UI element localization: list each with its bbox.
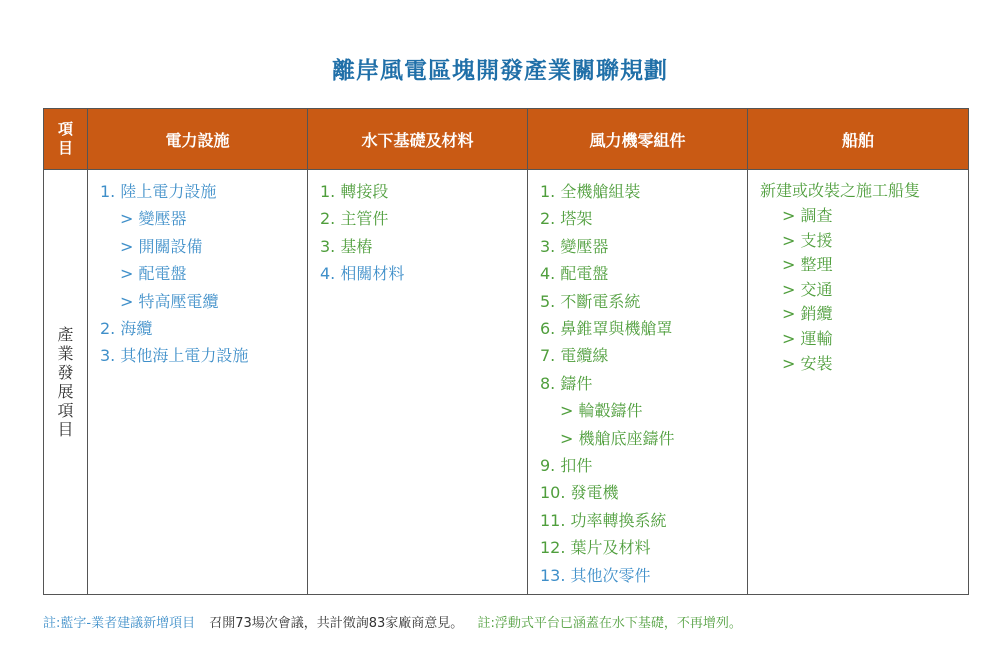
footnote-meeting-text: 召開73場次會議，共計徵詢83家廠商意見。: [209, 616, 464, 631]
row-label-cell: [44, 170, 88, 595]
page-title: 離岸風電區塊開發產業關聯規劃: [332, 58, 668, 84]
list-item: > 特高壓電纜: [120, 291, 219, 311]
footnote-blue-text: 註:藍字-業者建議新增項目: [43, 616, 196, 631]
list-item: > 交通: [782, 279, 833, 299]
list-item: 2. 海纜: [100, 319, 153, 339]
list-item: 6. 鼻錐罩與機艙罩: [540, 319, 673, 339]
list-item: 1. 陸上電力設施: [100, 182, 217, 201]
list-item: 8. 鑄件: [540, 373, 593, 393]
industry-plan-table: [43, 108, 969, 595]
turbine-components-cell: [528, 170, 748, 595]
power-facilities-list: [88, 170, 307, 370]
list-item: 2. 塔架: [540, 209, 593, 229]
table-row: [44, 170, 969, 595]
list-item: > 調查: [782, 206, 833, 225]
column-header-power-facilities: 電力設施: [88, 109, 308, 170]
list-item: 5. 不斷電系統: [540, 291, 641, 311]
list-item: 3. 其他海上電力設施: [100, 346, 249, 366]
list-item: > 運輸: [782, 328, 833, 348]
column-header-underwater-foundation: 水下基礎及材料: [308, 109, 528, 170]
footnote: [43, 612, 973, 631]
list-item: > 安裝: [782, 353, 833, 373]
list-item: > 輪轂鑄件: [560, 401, 643, 421]
list-item: 新建或改裝之施工船隻: [760, 181, 921, 200]
list-item: 7. 電纜線: [540, 346, 609, 366]
list-item: > 變壓器: [120, 209, 187, 229]
list-item: 4. 相關材料: [320, 264, 405, 284]
row-label-text: 產業發展項目: [57, 325, 74, 439]
underwater-foundation-list: [308, 170, 527, 288]
list-item: > 支援: [782, 230, 833, 250]
underwater-foundation-cell: [308, 170, 528, 595]
list-item: 1. 全機艙組裝: [540, 182, 641, 201]
column-header-ships: 船舶: [748, 109, 969, 170]
list-item: 3. 變壓器: [540, 236, 609, 256]
list-item: > 機艙底座鑄件: [560, 428, 675, 448]
list-item: 11. 功率轉換系統: [540, 510, 667, 530]
ships-list: [748, 170, 968, 376]
table-header-row: [44, 109, 969, 170]
list-item: 13. 其他次零件: [540, 565, 651, 585]
ships-cell: [748, 170, 969, 595]
power-facilities-cell: [88, 170, 308, 595]
turbine-components-list: [528, 170, 747, 589]
row-header-cell: [44, 109, 88, 170]
list-item: > 整理: [782, 255, 833, 275]
footnote-floating-text: 註:浮動式平台已涵蓋在水下基礎，不再增列。: [477, 616, 742, 631]
list-item: 3. 基樁: [320, 236, 373, 256]
list-item: 9. 扣件: [540, 456, 593, 476]
list-item: 4. 配電盤: [540, 264, 609, 284]
row-header-text: 項目: [57, 120, 73, 157]
list-item: > 配電盤: [120, 264, 187, 284]
list-item: 2. 主管件: [320, 209, 389, 229]
column-header-turbine-components: 風力機零組件: [528, 109, 748, 170]
list-item: > 銷纜: [782, 304, 833, 324]
list-item: > 開關設備: [120, 236, 203, 256]
list-item: 10. 發電機: [540, 483, 619, 503]
list-item: 12. 葉片及材料: [540, 538, 651, 558]
list-item: 1. 轉接段: [320, 182, 389, 201]
